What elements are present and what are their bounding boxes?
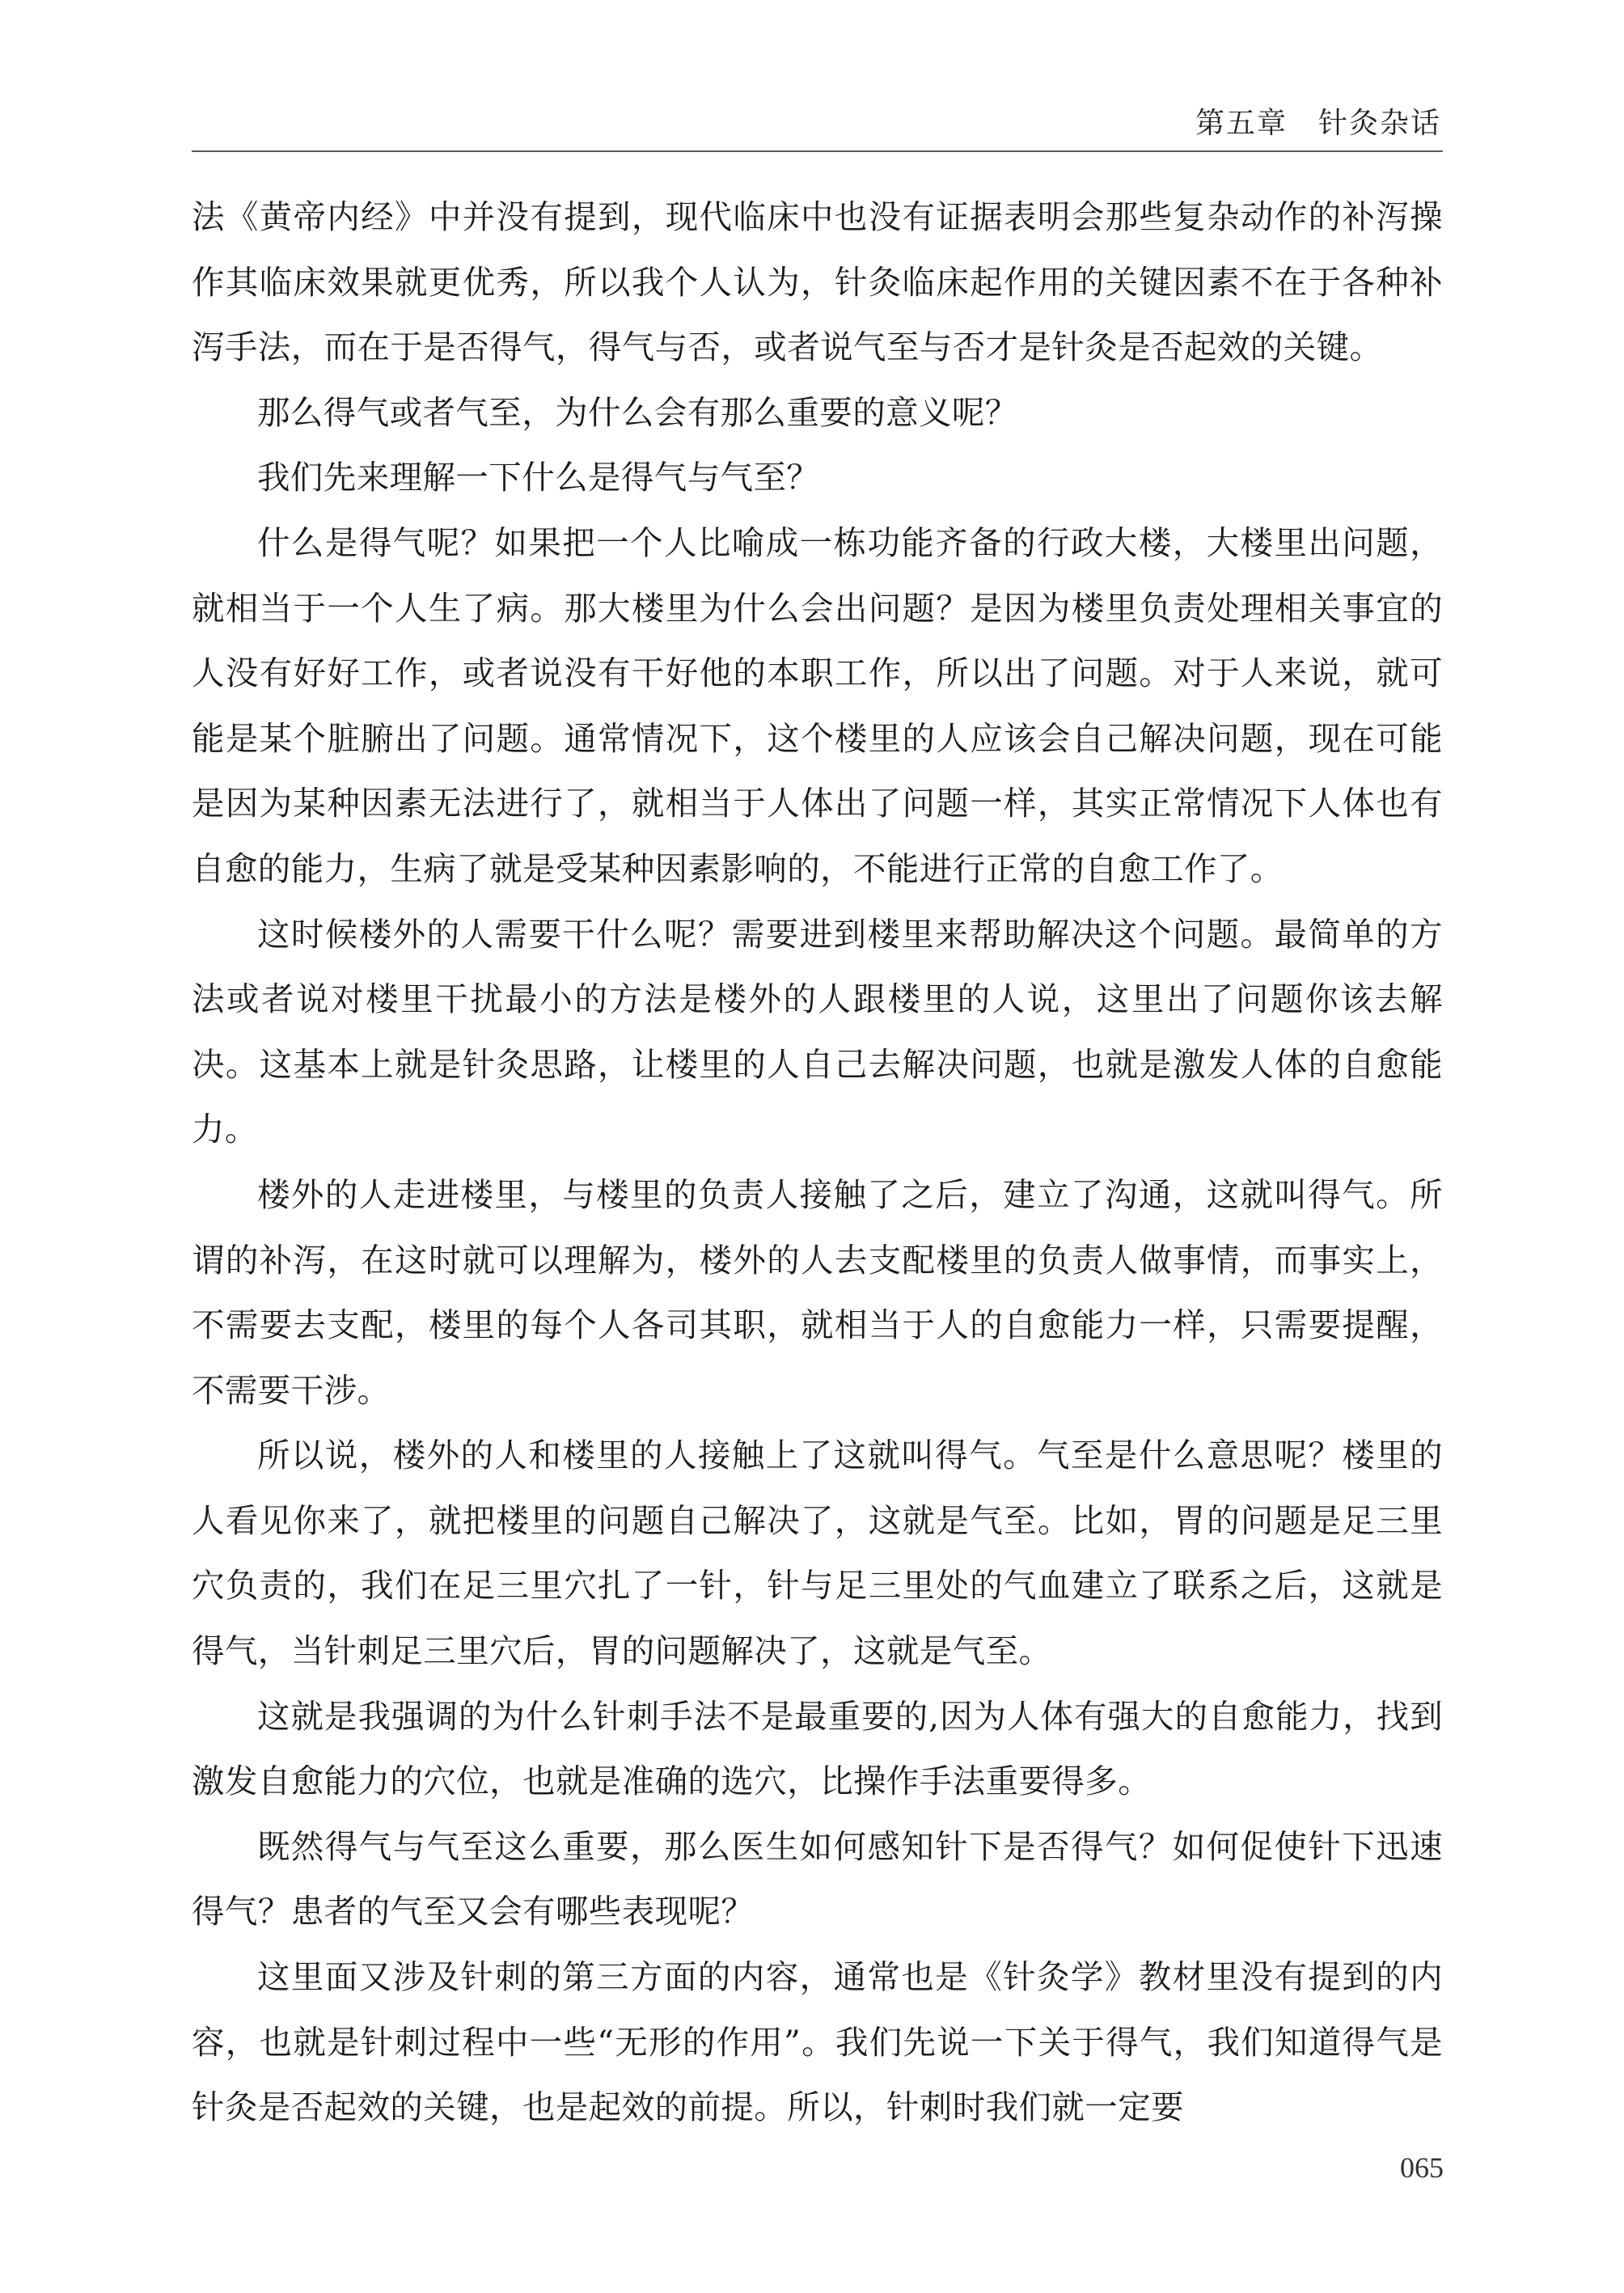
- paragraph: 那么得气或者气至，为什么会有那么重要的意义呢？: [257, 392, 1018, 432]
- paragraph: 既然得气与气至这么重要，那么医生如何感知针下是否得气？如何促使针下迅速得气？患者的气至又会有哪些表现呢？: [192, 1826, 1443, 1931]
- paragraph: 我们先来理解一下什么是得气与气至？: [257, 458, 820, 497]
- paragraph: 所以说，楼外的人和楼里的人接触上了这就叫得气。气至是什么意思呢？楼里的人看见你来了，就把楼里的问题自己解决了，这就是气至。比如，胃的问题是足三里穴负责的，我们在足三里穴扎了一针，针与足三里处的气血建立了联系之后，这就是得气，当针刺足三里穴后，胃的问题解决了，这就是气至。: [192, 1436, 1443, 1671]
- paragraph: 这里面又涉及针刺的第三方面的内容，通常也是《针灸学》教材里没有提到的内容，也就是针刺过程中一些“无形的作用”。我们先说一下关于得气，我们知道得气是针灸是否起效的关键，也是起效的前提。所以，针刺时我们就一定要: [192, 1957, 1443, 2127]
- paragraph: 什么是得气呢？如果把一个人比喻成一栋功能齐备的行政大楼，大楼里出问题，就相当于一个人生了病。那大楼里为什么会出问题？是因为楼里负责处理相关事宜的人没有好好工作，或者说没有干好他的本职工作，所以出了问题。对于人来说，就可能是某个脏腑出了问题。通常情况下，这个楼里的人应该会自己解决问题，现在可能是因为某种因素无法进行了，就相当于人体出了问题一样，其实正常情况下人体也有自愈的能力，生病了就是受某种因素影响的，不能进行正常的自愈工作了。: [192, 522, 1443, 888]
- paragraph: 楼外的人走进楼里，与楼里的负责人接触了之后，建立了沟通，这就叫得气。所谓的补泻，在这时就可以理解为，楼外的人去支配楼里的负责人做事情，而事实上，不需要去支配，楼里的每个人各司其职，就相当于人的自愈能力一样，只需要提醒，不需要干涉。: [192, 1174, 1443, 1410]
- paragraph: 这时候楼外的人需要干什么呢？需要进到楼里来帮助解决这个问题。最简单的方法或者说对楼里干扰最小的方法是楼外的人跟楼里的人说，这里出了问题你该去解决。这基本上就是针灸思路，让楼里的人自己去解决问题，也就是激发人体的自愈能力。: [192, 914, 1443, 1149]
- body-text: [192, 184, 1443, 2140]
- paragraph-continuation: 法《黄帝内经》中并没有提到，现代临床中也没有证据表明会那些复杂动作的补泻操作其临床效果就更优秀，所以我个人认为，针灸临床起作用的关键因素不在于各种补泻手法，而在于是否得气，得气与否，或者说气至与否才是针灸是否起效的关键。: [192, 197, 1443, 367]
- chapter-title: 第五章 针灸杂话: [1195, 107, 1441, 140]
- page-number: 065: [1400, 2151, 1444, 2184]
- running-header: [192, 104, 1443, 152]
- paragraph: 这就是我强调的为什么针刺手法不是最重要的,因为人体有强大的自愈能力，找到激发自愈能力的穴位，也就是准确的选穴，比操作手法重要得多。: [192, 1696, 1443, 1801]
